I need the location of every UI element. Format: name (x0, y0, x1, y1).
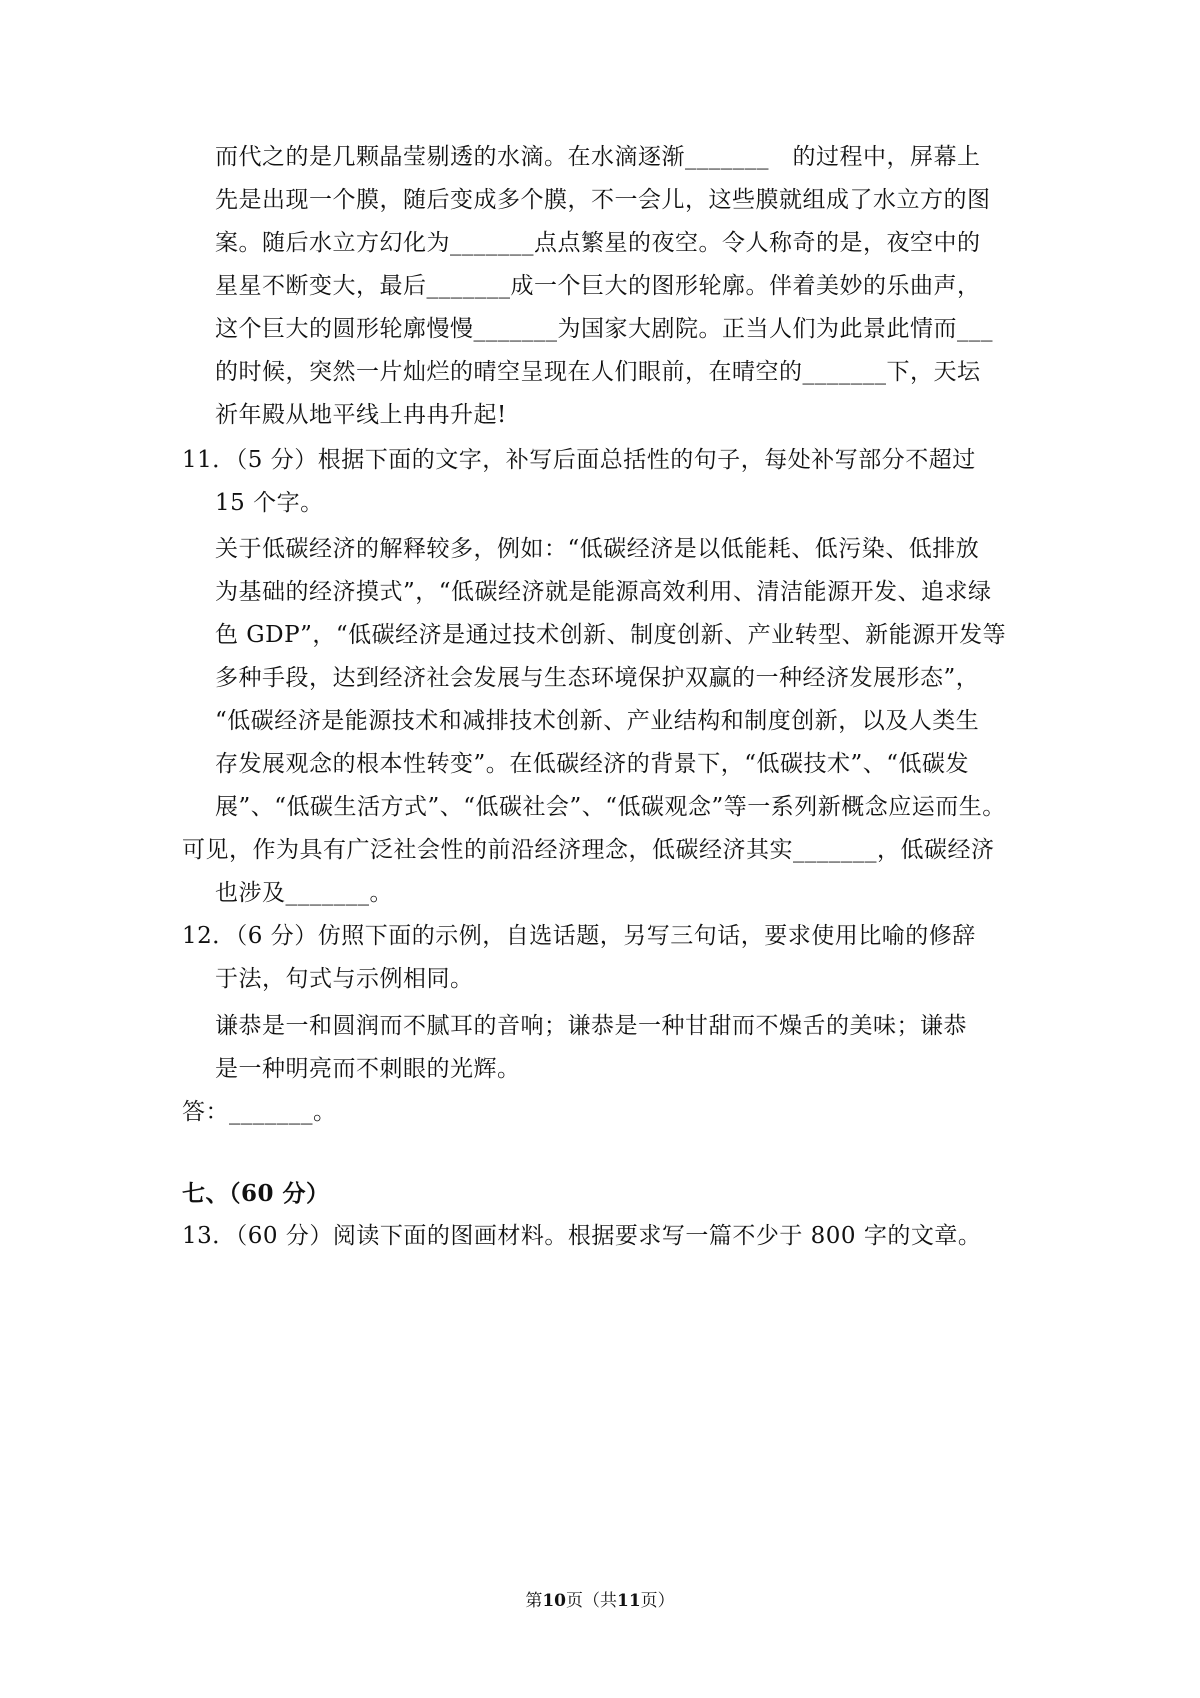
q11-stem-line-1: 11．（5 分）根据下面的文字，补写后面总括性的句子，每处补写部分不超过 (182, 447, 976, 473)
footer-page-number: 10 (542, 1591, 566, 1611)
q10-continuation-line-7: 祈年殿从地平线上冉冉升起! (215, 402, 507, 428)
footer-suffix: 页） (640, 1591, 675, 1611)
q10-continuation-line-1: 而代之的是几颗晶莹剔透的水滴。在水滴逐渐_______ 的过程中，屏幕上 (215, 144, 981, 170)
q11-passage-line-1: 关于低碳经济的解释较多，例如：“低碳经济是以低能耗、低污染、低排放 (215, 536, 980, 562)
q11-passage-line-7: 展”、“低碳生活方式”、“低碳社会”、“低碳观念”等一系列新概念应运而生。 (215, 794, 1006, 820)
q11-passage-line-3: 色 GDP”，“低碳经济是通过技术创新、制度创新、产业转型、新能源开发等 (215, 622, 1007, 648)
q12-stem-line-2: 于法，句式与示例相同。 (215, 966, 474, 992)
section-heading: 七、（60 分） (182, 1180, 330, 1207)
q11-passage-line-5: “低碳经济是能源技术和减排技术创新、产业结构和制度创新，以及人类生 (215, 708, 980, 734)
q13-stem: 13．（60 分）阅读下面的图画材料。根据要求写一篇不少于 800 字的文章。 (182, 1223, 982, 1249)
q10-continuation-line-5: 这个巨大的圆形轮廓慢慢_______为国家大剧院。正当人们为此景此情而___ (215, 316, 993, 342)
q12-answer-line: 答：_______。 (182, 1099, 337, 1125)
q12-example-line-1: 谦恭是一和圆润而不腻耳的音响；谦恭是一种甘甜而不燥舌的美味；谦恭 (215, 1013, 967, 1039)
q11-conclusion-line-1: 可见，作为具有广泛社会性的前沿经济理念，低碳经济其实_______，低碳经济 (182, 837, 995, 863)
footer-total-pages: 11 (617, 1591, 641, 1611)
q12-example-line-2: 是一种明亮而不刺眼的光辉。 (215, 1056, 521, 1082)
q10-continuation-line-2: 先是出现一个膜，随后变成多个膜，不一会儿，这些膜就组成了水立方的图 (215, 187, 991, 213)
q11-passage-line-6: 存发展观念的根本性转变”。在低碳经济的背景下，“低碳技术”、“低碳发 (215, 751, 970, 777)
footer-prefix: 第 (525, 1591, 543, 1611)
q10-continuation-line-4: 星星不断变大，最后_______成一个巨大的图形轮廓。伴着美妙的乐曲声， (215, 273, 981, 299)
q10-continuation-line-3: 案。随后水立方幻化为_______点点繁星的夜空。令人称奇的是，夜空中的 (215, 230, 981, 256)
footer-middle: 页（共 (566, 1591, 617, 1611)
q11-conclusion-line-2: 也涉及_______。 (215, 880, 393, 906)
q11-passage-line-2: 为基础的经济摸式”，“低碳经济就是能源高效利用、清洁能源开发、追求绿 (215, 579, 992, 605)
q12-stem-line-1: 12．（6 分）仿照下面的示例，自选话题，另写三句话，要求使用比喻的修辞 (182, 923, 976, 949)
q10-continuation-line-6: 的时候，突然一片灿烂的晴空呈现在人们眼前，在晴空的_______下，天坛 (215, 359, 981, 385)
q11-passage-line-4: 多种手段，达到经济社会发展与生态环境保护双赢的一种经济发展形态”， (215, 665, 980, 691)
q11-stem-line-2: 15 个字。 (215, 490, 324, 516)
page-footer (0, 1590, 1200, 1612)
